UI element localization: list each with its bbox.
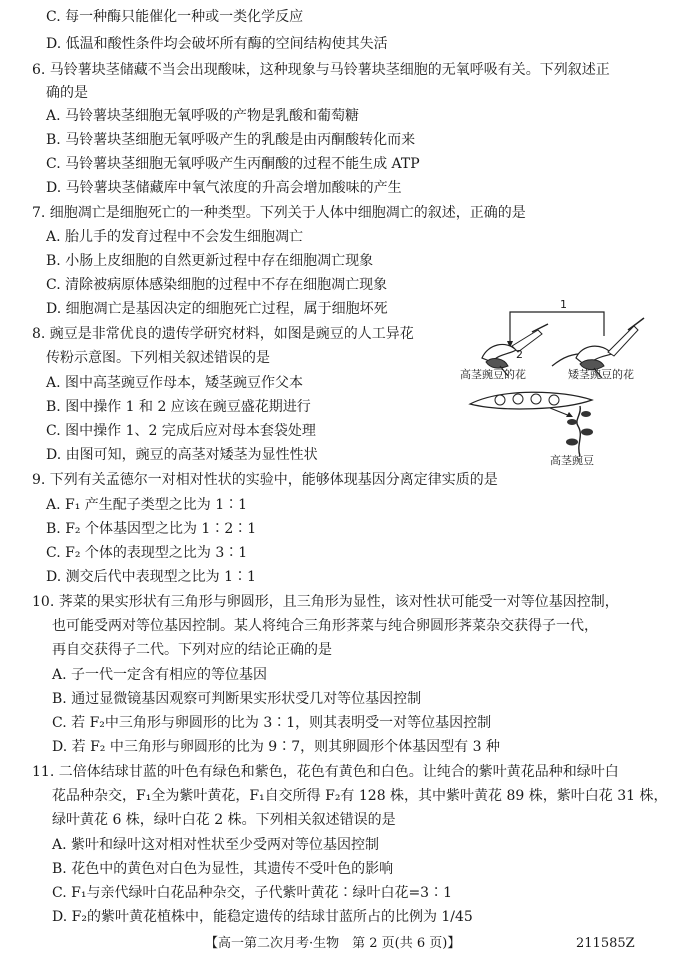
label-short-flower: 矮茎豌豆的花 (568, 368, 634, 381)
line-q11A: A. 紫叶和绿叶这对相对性状至少受两对等位基因控制 (52, 837, 380, 853)
pea-pod-drawing (470, 392, 592, 409)
pollination-diagram (452, 296, 662, 468)
line-q9a: 9. 下列有关孟德尔一对相对性状的实验中，能够体现基因分离定律实质的是 (32, 472, 498, 488)
line-q6B: B. 马铃薯块茎细胞无氧呼吸产生的乳酸是由丙酮酸转化而来 (46, 132, 416, 148)
line-q9D: D. 测交后代中表现型之比为 1∶1 (46, 569, 256, 585)
line-q7D: D. 细胞凋亡是基因决定的细胞死亡过程，属于细胞坏死 (46, 301, 388, 317)
footer-title: 【高一第二次月考·生物 第 2 页(共 6 页)】 (205, 936, 461, 951)
line-q6b: 确的是 (46, 85, 88, 101)
line-q10A: A. 子一代一定含有相应的等位基因 (52, 667, 268, 683)
line-q11C: C. F₁与亲代绿叶白花品种杂交，子代紫叶黄花∶绿叶白花=3∶1 (52, 885, 452, 901)
label-tall-plant: 高茎豌豆 (550, 454, 594, 467)
line-q8C: C. 图中操作 1、2 完成后应对母本套袋处理 (46, 423, 316, 439)
line-q8D: D. 由图可知，豌豆的高茎对矮茎为显性性状 (46, 447, 318, 463)
line-q8A: A. 图中高茎豌豆作母本，矮茎豌豆作父本 (46, 375, 304, 391)
line-q6a: 6. 马铃薯块茎储藏不当会出现酸味，这种现象与马铃薯块茎细胞的无氧呼吸有关。下列叙述正 (32, 62, 610, 78)
line-q7a: 7. 细胞凋亡是细胞死亡的一种类型。下列关于人体中细胞凋亡的叙述，正确的是 (32, 205, 526, 221)
line-q11c: 绿叶黄花 6 株，绿叶白花 2 株。下列相关叙述错误的是 (52, 812, 396, 828)
line-q10c: 再自交获得子二代。下列对应的结论正确的是 (52, 642, 332, 658)
line-q10a: 10. 荠菜的果实形状有三角形与卵圆形，且三角形为显性，该对性状可能受一对等位基因控制， (32, 594, 619, 610)
line-q10b: 也可能受两对等位基因控制。某人将纯合三角形荠菜与纯合卵圆形荠菜杂交获得子一代， (52, 618, 598, 634)
line-q9A: A. F₁ 产生配子类型之比为 1∶1 (46, 497, 248, 513)
line-q5c: C. 每一种酶只能催化一种或一类化学反应 (46, 9, 304, 25)
footer-code: 211585Z (576, 936, 635, 951)
line-q8b: 传粉示意图。下列相关叙述错误的是 (46, 350, 270, 366)
line-q8B: B. 图中操作 1 和 2 应该在豌豆盛花期进行 (46, 399, 311, 415)
line-q9B: B. F₂ 个体基因型之比为 1∶2∶1 (46, 521, 257, 537)
line-q10B: B. 通过显微镜基因观察可判断果实形状受几对等位基因控制 (52, 691, 422, 707)
line-q11D: D. F₂的紫叶黄花植株中，能稳定遗传的结球甘蓝所占的比例为 1/45 (52, 909, 473, 925)
line-q11B: B. 花色中的黄色对白色为显性，其遗传不受叶色的影响 (52, 861, 394, 877)
line-q6C: C. 马铃薯块茎细胞无氧呼吸产生丙酮酸的过程不能生成 ATP (46, 156, 420, 172)
line-q10D: D. 若 F₂ 中三角形与卵圆形的比为 9∶7，则其卵圆形个体基因型有 3 种 (52, 739, 500, 755)
pollination-diagram-drawing (452, 296, 662, 468)
label-operation-2: 2 (516, 348, 523, 361)
line-q7C: C. 清除被病原体感染细胞的过程中不存在细胞凋亡现象 (46, 277, 388, 293)
line-q9C: C. F₂ 个体的表现型之比为 3∶1 (46, 545, 248, 561)
line-q11a: 11. 二倍体结球甘蓝的叶色有绿色和紫色，花色有黄色和白色。让纯合的紫叶黄花品种和绿叶白 (32, 764, 619, 780)
line-q6D: D. 马铃薯块茎储藏库中氧气浓度的升高会增加酸味的产生 (46, 180, 402, 196)
line-q6A: A. 马铃薯块茎细胞无氧呼吸的产物是乳酸和葡萄糖 (46, 108, 360, 124)
line-q7B: B. 小肠上皮细胞的自然更新过程中存在细胞凋亡现象 (46, 253, 374, 269)
label-tall-flower: 高茎豌豆的花 (460, 368, 526, 381)
line-q8a: 8. 豌豆是非常优良的遗传学研究材料，如图是豌豆的人工异花 (32, 326, 414, 342)
line-q10C: C. 若 F₂中三角形与卵圆形的比为 3∶1，则其表明受一对等位基因控制 (52, 715, 492, 731)
label-operation-1: 1 (560, 298, 567, 311)
line-q7A: A. 胎儿手的发育过程中不会发生细胞凋亡 (46, 229, 304, 245)
line-q5d: D. 低温和酸性条件均会破坏所有酶的空间结构使其失活 (46, 36, 388, 52)
line-q11b: 花品种杂交，F₁全为紫叶黄花，F₁自交所得 F₂有 128 株，其中紫叶黄花 89 株，紫叶白花 31 株， (52, 788, 668, 804)
